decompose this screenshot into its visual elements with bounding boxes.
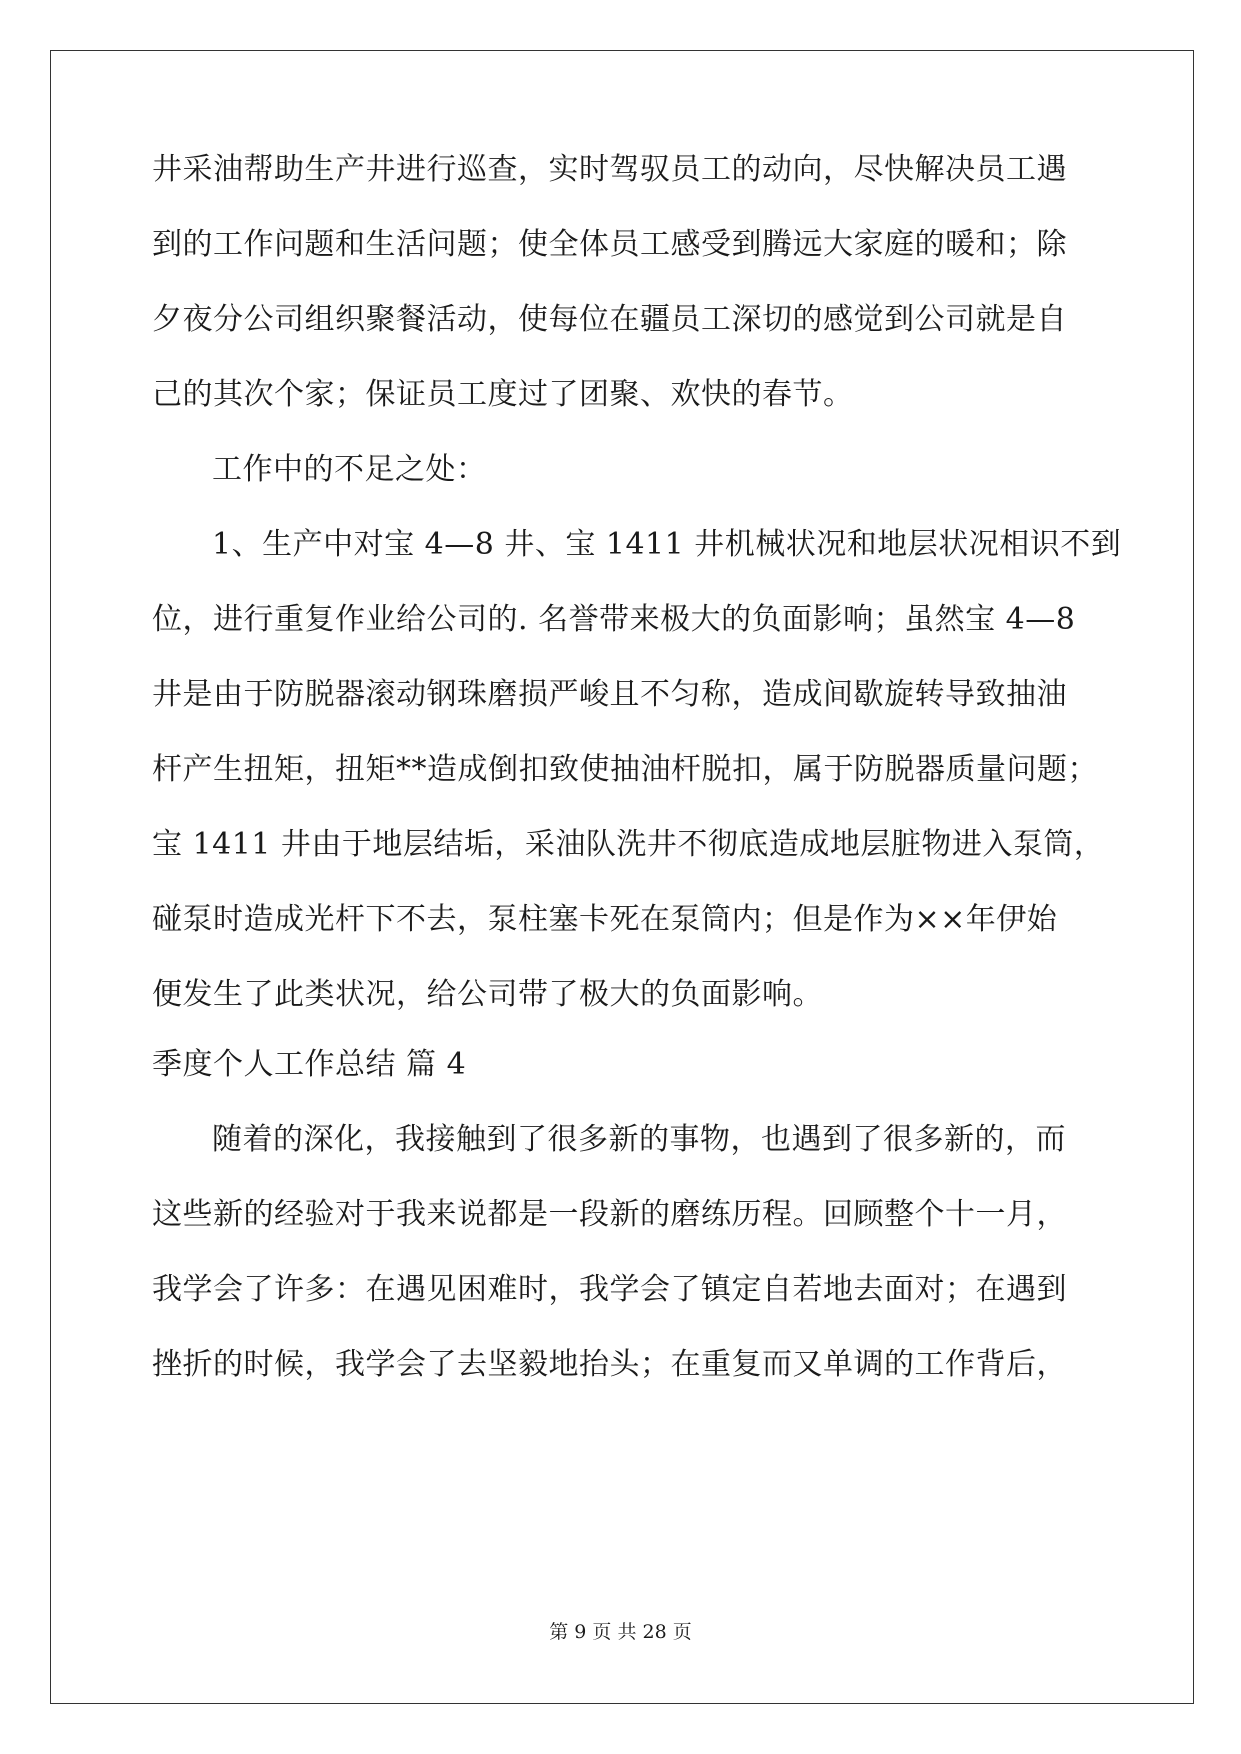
body-line: 随着的深化，我接触到了很多新的事物，也遇到了很多新的，而 (212, 1122, 1066, 1157)
page-border (50, 50, 1194, 1704)
section-title: 季度个人工作总结 篇 4 (152, 1047, 467, 1082)
body-line: 位，进行重复作业给公司的. 名誉带来极大的负面影响；虽然宝 4—8 (152, 602, 1076, 637)
paragraph-heading: 工作中的不足之处： (212, 452, 487, 487)
body-line: 井是由于防脱器滚动钢珠磨损严峻且不匀称，造成间歇旋转导致抽油 (152, 677, 1067, 712)
body-line: 夕夜分公司组织聚餐活动，使每位在疆员工深切的感觉到公司就是自 (152, 302, 1067, 337)
body-line: 杆产生扭矩，扭矩**造成倒扣致使抽油杆脱扣，属于防脱器质量问题； (152, 752, 1098, 787)
body-line: 1、生产中对宝 4—8 井、宝 1411 井机械状况和地层状况相识不到 (212, 527, 1122, 562)
body-line: 宝 1411 井由于地层结垢，采油队洗井不彻底造成地层脏物进入泵筒， (152, 827, 1105, 862)
body-line: 我学会了许多：在遇见困难时，我学会了镇定自若地去面对；在遇到 (152, 1272, 1067, 1307)
body-line: 到的工作问题和生活问题；使全体员工感受到腾远大家庭的暖和；除 (152, 227, 1067, 262)
page-footer: 第 9 页 共 28 页 (549, 1621, 692, 1643)
body-line: 己的其次个家；保证员工度过了团聚、欢快的春节。 (152, 377, 854, 412)
body-line: 碰泵时造成光杆下不去，泵柱塞卡死在泵筒内；但是作为××年伊始 (152, 902, 1058, 937)
body-line: 便发生了此类状况，给公司带了极大的负面影响。 (152, 977, 823, 1012)
body-line: 这些新的经验对于我来说都是一段新的磨练历程。回顾整个十一月， (152, 1197, 1067, 1232)
body-line: 井采油帮助生产井进行巡查，实时驾驭员工的动向，尽快解决员工遇 (152, 152, 1067, 187)
body-line: 挫折的时候，我学会了去坚毅地抬头；在重复而又单调的工作背后， (152, 1347, 1067, 1382)
